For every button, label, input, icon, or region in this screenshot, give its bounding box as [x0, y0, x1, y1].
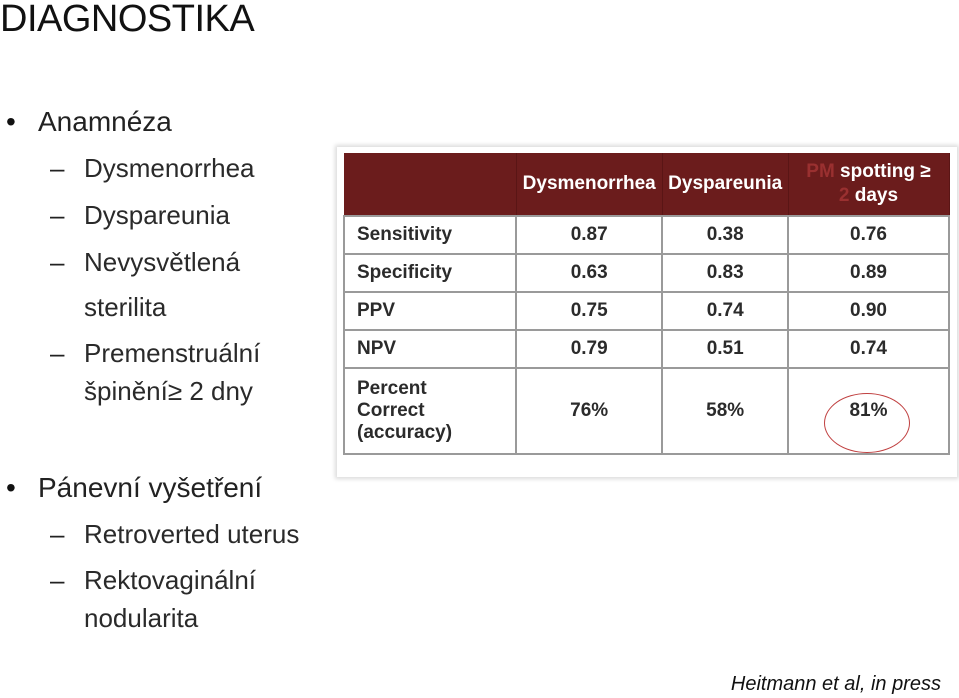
table-cell: 0.76 — [788, 216, 949, 254]
header-dysmenorrhea: Dysmenorrhea — [516, 153, 662, 216]
row-label-specificity: Specificity — [344, 254, 516, 292]
bullet-dot: • — [6, 472, 16, 503]
bullet-panevni: Pánevní vyšetření — [38, 472, 263, 503]
accuracy-label-line: Percent — [357, 378, 427, 399]
subitem-spineni: špinění≥ 2 dny — [84, 376, 253, 406]
table-cell: 58% — [662, 368, 788, 454]
table-cell: 0.89 — [788, 254, 949, 292]
table-cell: 0.74 — [662, 292, 788, 330]
subitem-sterilita: sterilita — [84, 292, 167, 322]
bullet-dot: • — [6, 106, 16, 137]
table-row — [344, 292, 949, 330]
table-cell: 0.38 — [662, 216, 788, 254]
header-empty — [344, 153, 516, 216]
table-cell: 0.79 — [516, 330, 662, 368]
dash-marker: – — [50, 565, 65, 595]
dash-marker: – — [50, 519, 65, 549]
table-cell-highlighted: 81% — [788, 368, 949, 454]
dash-marker: – — [50, 247, 65, 277]
subitem-retroverted: Retroverted uterus — [84, 519, 300, 549]
header-pm-accent2: 2 — [838, 185, 850, 206]
row-label-ppv: PPV — [344, 292, 516, 330]
table-cell: 0.75 — [516, 292, 662, 330]
row-label-accuracy — [344, 368, 516, 454]
header-pm-text: spotting ≥ — [834, 161, 931, 182]
bullet-anamneza: Anamnéza — [38, 106, 172, 137]
table-cell: 0.74 — [788, 330, 949, 368]
row-label-sensitivity: Sensitivity — [344, 216, 516, 254]
table-cell: 0.51 — [662, 330, 788, 368]
table-cell: 76% — [516, 368, 662, 454]
subitem-premenstrualni: Premenstruální — [84, 338, 261, 368]
table-cell: 0.63 — [516, 254, 662, 292]
accuracy-label-line: Correct — [357, 400, 425, 421]
table-header-row — [344, 153, 949, 216]
dash-marker: – — [50, 200, 65, 230]
slide-title: DIAGNOSTIKA — [0, 0, 255, 40]
subitem-dysmenorrhea: Dysmenorrhea — [84, 153, 255, 183]
header-dyspareunia: Dyspareunia — [662, 153, 788, 216]
table-row — [344, 330, 949, 368]
table-row — [344, 216, 949, 254]
citation: Heitmann et al, in press — [730, 673, 941, 695]
table-cell: 0.83 — [662, 254, 788, 292]
subitem-dyspareunia: Dyspareunia — [84, 200, 230, 230]
header-pm-accent: PM — [806, 161, 835, 182]
dash-marker: – — [50, 338, 65, 368]
table-cell: 0.87 — [516, 216, 662, 254]
table-row — [344, 254, 949, 292]
dash-marker: – — [50, 153, 65, 183]
diagnostic-table-panel — [337, 147, 957, 477]
row-label-npv: NPV — [344, 330, 516, 368]
subitem-rektovaginalni: Rektovaginální — [84, 565, 256, 595]
header-pm-text2: days — [849, 185, 899, 206]
subitem-nevysvetlena: Nevysvětlená — [84, 247, 241, 277]
table-cell: 0.90 — [788, 292, 949, 330]
highlight-circle — [824, 393, 910, 453]
subitem-nodularita: nodularita — [84, 603, 199, 633]
header-pm-spotting — [788, 153, 949, 216]
accuracy-label-line: (accuracy) — [357, 422, 453, 443]
